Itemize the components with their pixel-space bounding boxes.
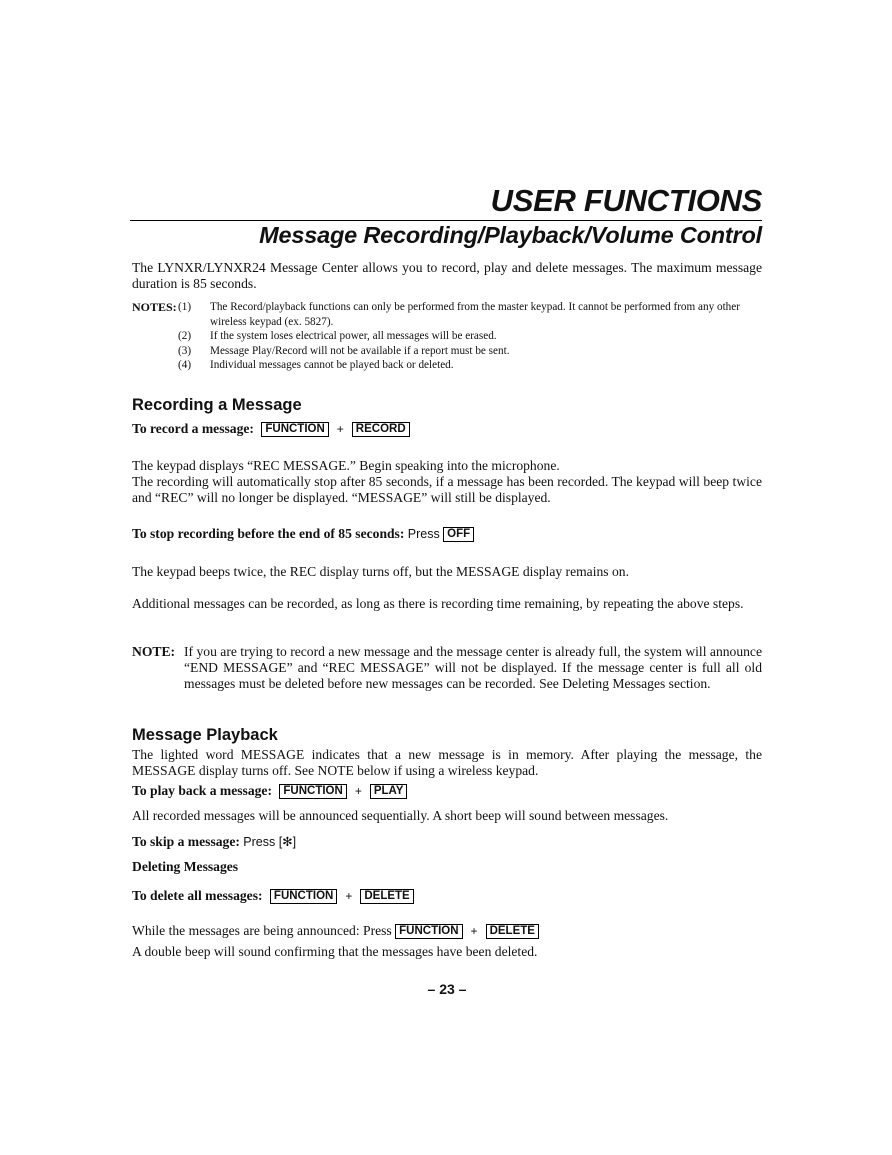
playback-paragraph-2: All recorded messages will be announced sequentially. A short beep will sound between messages. xyxy=(132,808,669,823)
note-item: NOTES: (1) The Record/playback functions can only be performed from the master keypad. It cannot be performed from any other wireless keypad (ex. 5827). xyxy=(132,300,740,328)
recording-paragraph-1: The keypad displays “REC MESSAGE.” Begin speaking into the microphone. xyxy=(132,458,560,473)
delete-instruction: To delete all messages: FUNCTION + DELETE xyxy=(132,888,762,904)
notes-list xyxy=(132,300,762,373)
page-title: USER FUNCTIONS xyxy=(490,183,762,218)
page-number: – 23 – xyxy=(427,981,467,997)
skip-instruction: To skip a message: Press [✻] xyxy=(132,834,297,849)
record-instruction: To record a message: FUNCTION + RECORD xyxy=(132,421,762,437)
function-key: FUNCTION xyxy=(270,889,337,904)
title-rule xyxy=(130,220,762,221)
note-label: NOTE: xyxy=(132,644,176,659)
delete-key: DELETE xyxy=(360,889,413,904)
note-item: (2) If the system loses electrical power, all messages will be erased. xyxy=(178,330,497,343)
recording-paragraph-2: The recording will automatically stop after 85 seconds, if a message has been recorded. The keypad will beep twice and “REC” will no longer be displayed. “MESSAGE” will still be displayed. xyxy=(132,474,762,505)
stop-recording-instruction: To stop recording before the end of 85 seconds: Press OFF xyxy=(132,526,762,542)
intro-paragraph: The LYNXR/LYNXR24 Message Center allows you to record, play and delete messages. The maximum message duration is 85 seconds. xyxy=(132,260,762,291)
recording-paragraph-4: Additional messages can be recorded, as long as there is recording time remaining, by repeating the above steps. xyxy=(132,596,744,611)
off-key: OFF xyxy=(443,527,474,542)
recording-note xyxy=(132,644,762,692)
notes-label: NOTES: xyxy=(132,300,177,314)
delete-key: DELETE xyxy=(486,924,539,939)
playback-paragraph-1: The lighted word MESSAGE indicates that a new message is in memory. After playing the message, the MESSAGE display turns off. See NOTE below if using a wireless keypad. xyxy=(132,747,762,778)
function-key: FUNCTION xyxy=(279,784,346,799)
note-item: (4) Individual messages cannot be played back or deleted. xyxy=(178,359,454,372)
while-announced-instruction: While the messages are being announced: Press FUNCTION + DELETE xyxy=(132,923,762,939)
page-subtitle: Message Recording/Playback/Volume Control xyxy=(259,222,762,248)
play-instruction: To play back a message: FUNCTION + PLAY xyxy=(132,783,762,799)
function-key: FUNCTION xyxy=(261,422,328,437)
recording-heading: Recording a Message xyxy=(132,396,302,414)
note-item: (3) Message Play/Record will not be available if a report must be sent. xyxy=(178,344,510,357)
deleting-heading: Deleting Messages xyxy=(132,859,239,874)
confirm-paragraph: A double beep will sound confirming that the messages have been deleted. xyxy=(132,944,538,959)
play-key: PLAY xyxy=(370,784,408,799)
note-text: If you are trying to record a new message and the message center is already full, the system will announce “END MESSAGE” and “REC MESSAGE” will not be displayed. If the message center is full all old messages must be deleted before new messages can be recorded. See Deleting Messages section. xyxy=(184,644,762,691)
playback-heading: Message Playback xyxy=(132,726,278,744)
recording-paragraph-3: The keypad beeps twice, the REC display turns off, but the MESSAGE display remains on. xyxy=(132,564,629,579)
function-key: FUNCTION xyxy=(395,924,462,939)
record-key: RECORD xyxy=(352,422,410,437)
